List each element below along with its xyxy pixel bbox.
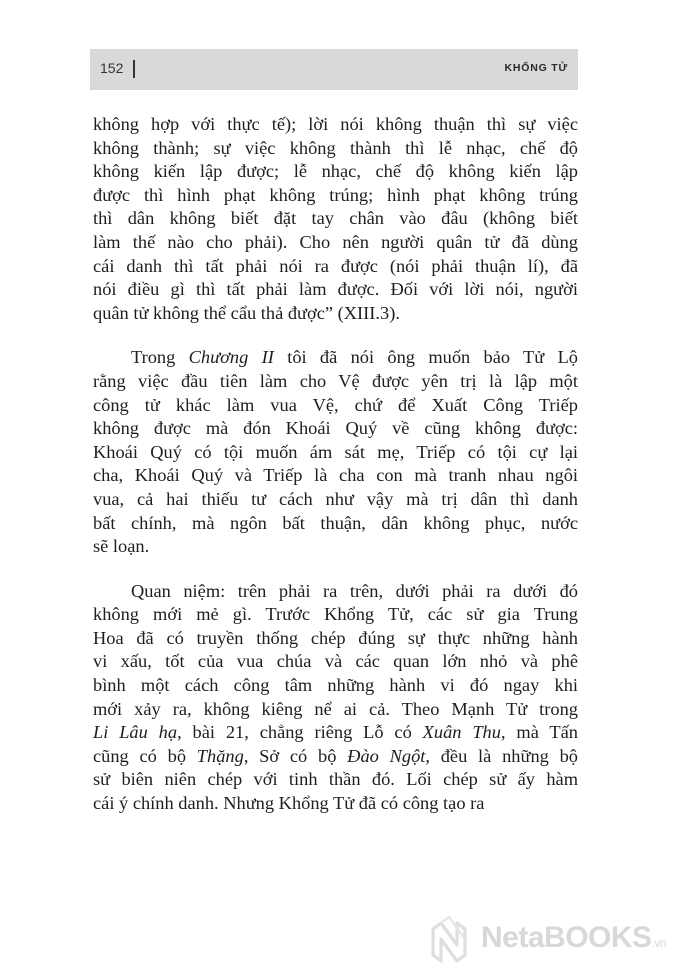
watermark-suffix: .vn [651, 936, 667, 950]
text-run: , mà Tấn [500, 722, 578, 743]
text-line [93, 207, 578, 231]
text-line [93, 580, 578, 604]
neta-n-logo-icon [427, 915, 475, 963]
italic-title: Li Lâu hạ [93, 722, 178, 743]
text-line [93, 160, 578, 184]
italic-title: Chương II [188, 347, 274, 368]
text-run: tôi đã nói ông muốn bảo Tử Lộ [273, 347, 578, 368]
text-run: sử biên niên chép với tinh thần đó. Lối chép sử ấy hàm [93, 769, 578, 790]
text-run: , đều là những bộ [425, 745, 578, 766]
text-run: cha, Khoái Quý và Triếp là cha con mà tranh nhau ngôi [93, 465, 578, 486]
text-run: vua, cả hai thiếu tư cách như vậy mà trị dân thì danh [93, 488, 578, 509]
text-line [93, 113, 578, 137]
text-run: không hợp với thực tế); lời nói không thuận thì sự việc [93, 114, 578, 134]
text-line [93, 603, 578, 627]
text-line [93, 627, 578, 651]
text-run: Quan niệm: trên phải ra trên, dưới phải ra dưới đó [131, 580, 578, 601]
text-run: không mới mẻ gì. Trước Khổng Tử, các sử gia Trung [93, 604, 578, 625]
text-line [93, 137, 578, 161]
text-line [93, 441, 578, 465]
text-run: không được mà đón Khoái Quý về cũng không được: [93, 418, 578, 439]
text-run: quân tử không thể cẩu thả được” (XIII.3). [93, 302, 400, 323]
text-run: không kiến lập được; lễ nhạc, chế độ không kiến lập [93, 161, 578, 182]
text-run: , Sở có bộ [243, 745, 348, 766]
text-line [93, 768, 578, 792]
text-line [93, 278, 578, 302]
text-line [93, 255, 578, 279]
text-line [93, 302, 578, 326]
watermark [427, 913, 697, 973]
text-line [93, 417, 578, 441]
text-line [93, 231, 578, 255]
text-line [93, 464, 578, 488]
text-run: nói điều gì thì tất phải làm được. Đối với lời nói, người [93, 279, 578, 300]
body-text [93, 113, 578, 816]
text-line [93, 394, 578, 418]
text-line [93, 488, 578, 512]
text-run: , bài 21, chẳng riêng Lỗ có [177, 722, 423, 743]
paragraph [93, 580, 578, 816]
text-run: Hoa đã có truyền thống chép đúng sự thực những hành [93, 627, 578, 648]
text-run: cũng có bộ [93, 745, 197, 766]
text-run: vi xấu, tốt của vua chúa và các quan lớn nhỏ và phê [93, 651, 578, 672]
watermark-text [481, 921, 666, 955]
italic-title: Thặng [196, 745, 244, 766]
paragraph [93, 113, 578, 325]
text-line [93, 674, 578, 698]
italic-title: Xuân Thu [422, 722, 501, 743]
watermark-brand: NetaBOOKS [481, 921, 652, 954]
text-run: làm thế nào cho phải). Cho nên người quân tử đã dùng [93, 231, 578, 252]
paragraph [93, 346, 578, 558]
text-run: Khoái Quý có tội muốn ám sát mẹ, Triếp có tội cự lại [93, 441, 578, 462]
text-line [93, 721, 578, 745]
italic-title: Đào Ngột [347, 745, 426, 766]
text-line [93, 184, 578, 208]
text-run: bình một cách công tâm những hành vi đó ngay khi [93, 675, 578, 696]
page-number: 152 [100, 60, 124, 76]
text-run: công tử khác làm vua Vệ, chứ để Xuất Công Triếp [93, 394, 578, 415]
text-line [93, 535, 578, 559]
text-run: rằng việc đầu tiên làm cho Vệ được yên trị là lập một [93, 370, 578, 391]
text-run: mới xảy ra, không kiêng nể ai cả. Theo Mạnh Tử trong [93, 698, 578, 719]
text-line [93, 512, 578, 536]
text-line [93, 698, 578, 722]
running-title: KHỔNG TỬ [504, 62, 568, 74]
text-run: cái danh thì tất phải nói ra được (nói phải thuận lí), đã [93, 255, 578, 276]
text-run: Trong [131, 347, 189, 368]
text-run: cái ý chính danh. Nhưng Khổng Tử đã có công tạo ra [93, 793, 485, 814]
text-line [93, 745, 578, 769]
paragraph-gap [93, 559, 578, 580]
running-header [90, 49, 578, 90]
text-run: sẽ loạn. [93, 536, 150, 557]
text-run: bất chính, mà ngôn bất thuận, dân không phục, nước [93, 512, 578, 533]
text-line [93, 346, 578, 370]
text-run: được thì hình phạt không trúng; hình phạt không trúng [93, 184, 578, 205]
text-run: thì dân không biết đặt tay chân vào đâu (không biết [93, 208, 578, 229]
header-divider [133, 60, 135, 78]
text-run: không thành; sự việc không thành thì lễ nhạc, chế độ [93, 137, 578, 158]
text-line [93, 370, 578, 394]
text-line [93, 792, 578, 816]
paragraph-gap [93, 325, 578, 346]
text-line [93, 650, 578, 674]
